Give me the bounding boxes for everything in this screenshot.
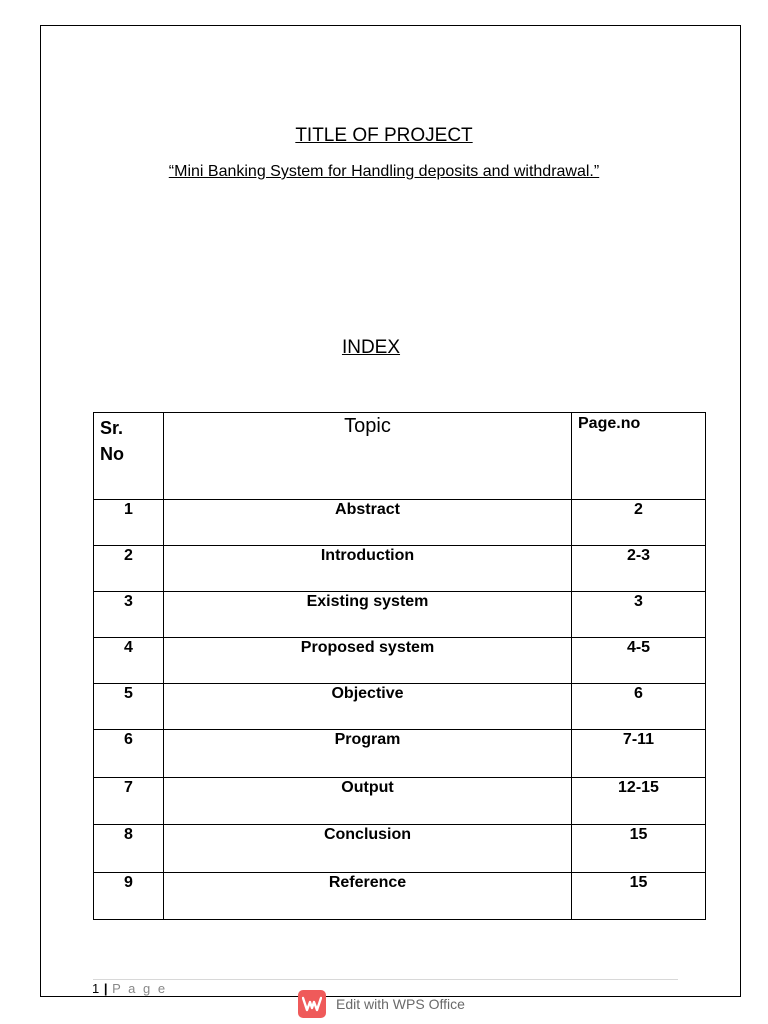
row-page: 2: [572, 500, 706, 546]
row-sr: 3: [94, 592, 164, 638]
page-number-footer: [92, 981, 167, 996]
table-row: [94, 825, 706, 873]
page-word: P a g e: [112, 981, 168, 996]
row-topic: Reference: [164, 872, 572, 920]
header-sr-no-label: Sr. No: [100, 418, 124, 464]
row-topic: Objective: [164, 684, 572, 730]
row-sr: 7: [94, 777, 164, 825]
wps-watermark-text: Edit with WPS Office: [336, 996, 465, 1012]
row-sr: 9: [94, 872, 164, 920]
table-row: [94, 592, 706, 638]
row-topic: Existing system: [164, 592, 572, 638]
header-topic: Topic: [164, 413, 572, 500]
table-row: [94, 638, 706, 684]
row-sr: 8: [94, 825, 164, 873]
row-sr: 5: [94, 684, 164, 730]
wps-watermark[interactable]: [298, 990, 465, 1018]
table-row: [94, 872, 706, 920]
table-row: [94, 684, 706, 730]
row-topic: Proposed system: [164, 638, 572, 684]
table-row: [94, 730, 706, 778]
header-sr-no: [94, 413, 164, 500]
row-sr: 1: [94, 500, 164, 546]
header-page-no: Page.no: [572, 413, 706, 500]
row-page: 12-15: [572, 777, 706, 825]
row-page: 7-11: [572, 730, 706, 778]
row-page: 15: [572, 825, 706, 873]
index-table: [93, 412, 706, 920]
row-sr: 6: [94, 730, 164, 778]
row-topic: Introduction: [164, 546, 572, 592]
row-topic: Output: [164, 777, 572, 825]
table-row: [94, 546, 706, 592]
project-subtitle: “Mini Banking System for Handling deposits and withdrawal.”: [168, 163, 600, 180]
index-heading: INDEX: [341, 337, 401, 358]
row-page: 4-5: [572, 638, 706, 684]
table-row: [94, 500, 706, 546]
table-header-row: [94, 413, 706, 500]
row-sr: 2: [94, 546, 164, 592]
row-sr: 4: [94, 638, 164, 684]
row-page: 3: [572, 592, 706, 638]
page-number: 1: [92, 981, 100, 996]
row-page: 15: [572, 872, 706, 920]
row-page: 2-3: [572, 546, 706, 592]
project-title: TITLE OF PROJECT: [295, 125, 473, 146]
row-page: 6: [572, 684, 706, 730]
row-topic: Program: [164, 730, 572, 778]
row-topic: Conclusion: [164, 825, 572, 873]
wps-logo-icon: [298, 990, 326, 1018]
table-row: [94, 777, 706, 825]
page-separator: |: [103, 981, 108, 996]
row-topic: Abstract: [164, 500, 572, 546]
footer-divider: [93, 979, 678, 980]
